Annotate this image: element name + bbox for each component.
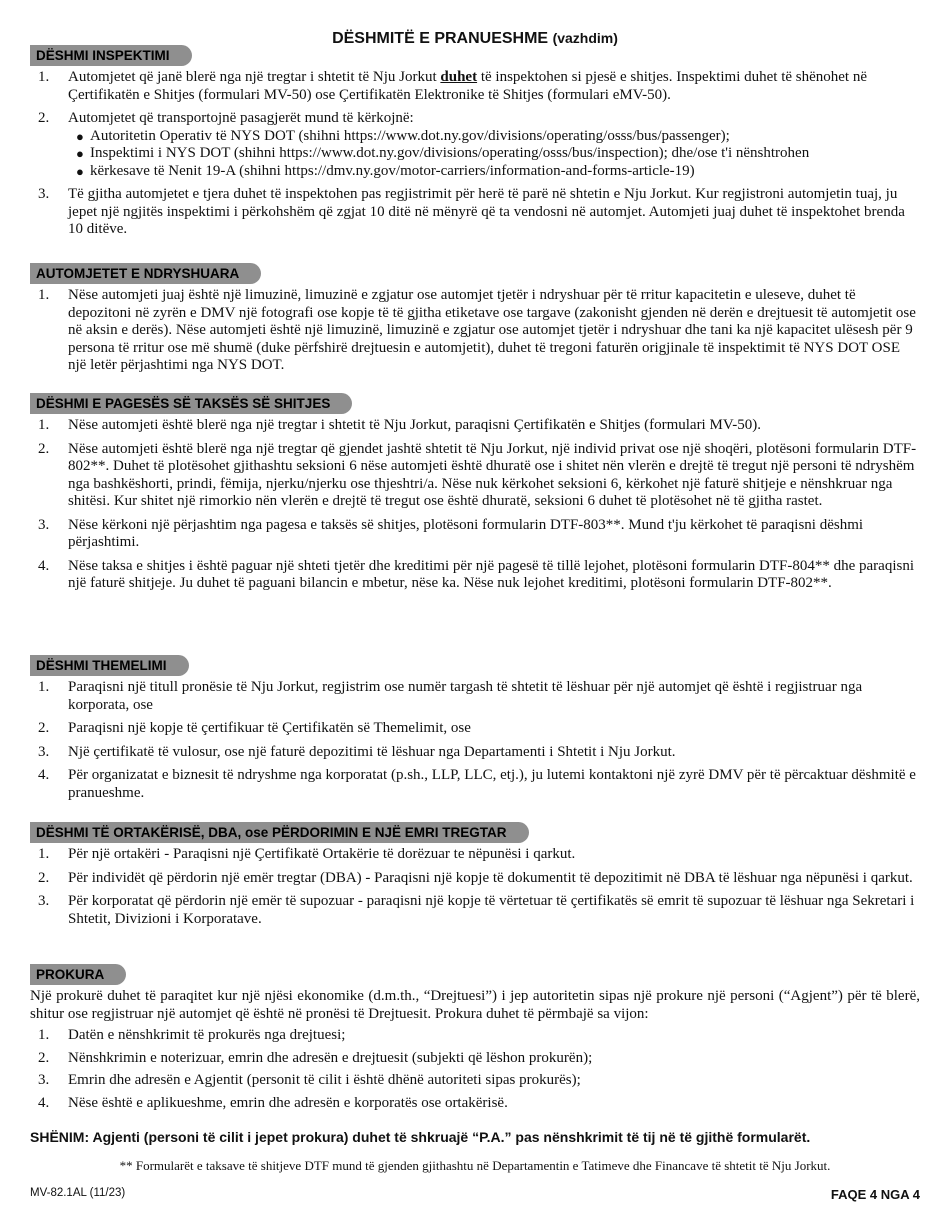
bullet-item[interactable]: ● kërkesave të Nenit 19-A (shihni https://dmv.ny.gov/motor-carriers/information-and-forms-article-19): [76, 162, 695, 179]
page-number: FAQE 4 NGA 4: [830, 1187, 920, 1202]
section-heading: DËSHMI TË ORTAKËRISË, DBA, ose PËRDORIMIN E NJË EMRI TREGTAR: [30, 822, 529, 843]
list-item: 2. Paraqisni një kopje të çertifikuar të Çertifikatën së Themelimit, ose: [38, 720, 471, 736]
sales-tax-list: [30, 417, 920, 593]
poa-list: [30, 1027, 920, 1112]
form-number: MV-82.1AL (11/23): [30, 1187, 126, 1199]
section-heading: DËSHMI THEMELIMI: [30, 655, 189, 676]
incorporation-list: [30, 679, 920, 802]
list-item: 3. Emrin dhe adresën e Agjentit (personit të cilit i është dhënë autoriteti sipas prokurës);: [38, 1072, 581, 1088]
bullet-item[interactable]: ● Inspektimi i NYS DOT (shihni https://www.dot.ny.gov/divisions/operating/osss/bus/inspection); dhe/ose t'i nënshtrohen: [76, 145, 810, 161]
section-sales-tax: [30, 393, 920, 599]
section-modified-vehicles: [30, 263, 920, 381]
section-heading: AUTOMJETET E NDRYSHUARA: [30, 263, 261, 284]
section-heading: DËSHMI E PAGESËS SË TAKSËS SË SHITJES: [30, 393, 352, 414]
section-heading: DËSHMI INSPEKTIMI: [30, 45, 192, 66]
list-item: 1. Nëse automjeti juaj është një limuzinë, limuzinë e zgjatur ose automjet tjetër i ndryshuar për të rritur kapacitetin e uleseve, duhet të depozitoni në zyrën e DMV një fotografi ose kopje të të gjitha etiketave ose targave (zakonisht gjenden në derën e drejtuesit të automjetit ose në aksin e derës). Nëse automjeti është një limuzinë, limuzinë e zgjatur ose automjet tjetër i ndryshuar dhe tani ka një kapacitet ulësesh për 9 persona të rritur ose më shumë (duke përfshirë drejtuesin e automjetit), duhet të tregoni faturën origjinale të inspektimit të NYS DOT OSE një letër përjashtimi nga NYS DOT.: [38, 287, 916, 373]
list-item: 1. Paraqisni një titull pronësie të Nju Jorkut, regjistrim ose numër targash të shtetit të lëshuar për një automjet që është i regjistruar nga korporata, ose: [38, 679, 863, 713]
list-item: 3. Për korporatat që përdorin një emër të supozuar - paraqisni një kopje të vërtetuar të çertifikatës së emrit të supozuar të lëshuar nga Sekretari i Shtetit, Divizioni i Korporatave.: [38, 893, 915, 927]
agent-note: SHËNIM: Agjenti (personi të cilit i jepet prokura) duhet të shkruajë “P.A.” pas nënshkrimit të tij në të gjithë formularët.: [30, 1129, 811, 1145]
bullet-icon: ●: [76, 146, 84, 161]
list-item: 3. Të gjitha automjetet e tjera duhet të inspektohen pas regjistrimit për herë të parë në shtetin e Nju Jorkut. Kur regjistroni automjetin tuaj, ju jepet një ngjitës inspektimi i përkohshëm që zgjat 10 ditë në mënyrë që ta vendosni në automjet. Automjeti juaj duhet të inspektohet brenda 10 ditëve.: [38, 186, 905, 237]
list-item: 3. Një çertifikatë të vulosur, ose një faturë depozitimi të lëshuar nga Departamenti i Shtetit i Nju Jorkut.: [38, 743, 676, 760]
list-item: 4. Për organizatat e biznesit të ndryshme nga korporatat (p.sh., LLP, LLC, etj.), ju lutemi kontaktoni një zyrë DMV për të përcaktuar dëshmitë e pranueshme.: [38, 767, 916, 801]
section-power-of-attorney: [30, 964, 920, 1117]
footnote: ** Formularët e taksave të shitjeve DTF mund të gjenden gjithashtu në Departamentin e Tatimeve dhe Financave të shtetit të Nju Jorkut.: [119, 1158, 831, 1173]
partnership-list: [30, 846, 920, 928]
list-item: 1. Për një ortakëri - Paraqisni një Çertifikatë Ortakërie të dorëzuar te nëpunësi i qarkut.: [38, 846, 576, 862]
list-item: 1. Automjetet që janë blerë nga një tregtar i shtetit të Nju Jorkut duhet të inspektohen si pjesë e shitjes. Inspektimi duhet të shënohet në Çertifikatën e Shitjes (formulari MV-50) ose Çertifikatën Elektronike të Shitjes (formulari eMV-50).: [38, 69, 867, 103]
list-item: 2. Nënshkrimin e noterizuar, emrin dhe adresën e drejtuesit (subjekti që lëshon prokurën);: [38, 1049, 593, 1066]
page-title-main: DËSHMITË E PRANUESHME: [332, 30, 549, 47]
list-item: 2. Nëse automjeti është blerë nga një tregtar që gjendet jashtë shtetit të Nju Jorkut, një individ privat ose një shoqëri, plotësoni formularin DTF-802**. Duhet të plotësohet gjithashtu seksioni 6 nëse automjeti është dhuratë ose i shitet nën vlerën e drejtë të tregut një personi të ndryshëm nga bashkëshorti, prindi, fëmija, njerku/njerku ose thjeshtri/a. Nëse nuk kërkohet seksioni 6, kërkohet një faturë shitjeje e nënshkruar nga shitësi. Kur shitet një rimorkio nën vlerën e drejtë të tregut ose është dhuratë, seksioni 6 duhet të plotësohet në të gjitha rastet.: [38, 440, 917, 509]
bullet-list: [68, 128, 920, 181]
bullet-item[interactable]: ● Autoritetin Operativ të NYS DOT (shihni https://www.dot.ny.gov/divisions/operating/osss/bus/passenger);: [76, 127, 730, 144]
list-item: 3. Nëse kërkoni një përjashtim nga pagesa e taksës së shitjes, plotësoni formularin DTF-803**. Mund t'ju kërkohet të paraqisni dëshmi përjashtimi.: [38, 516, 864, 550]
section-partnership: [30, 822, 920, 934]
bullet-icon: ●: [76, 163, 84, 179]
section-heading: PROKURA: [30, 964, 126, 985]
list-item: 2. Për individët që përdorin një emër tregtar (DBA) - Paraqisni një kopje të dokumentit të depozitimit në DBA të lëshuar nga nëpunësi i qarkut.: [38, 869, 913, 886]
emphasis-must: duhet: [440, 69, 478, 85]
list-item: 1. Datën e nënshkrimit të prokurës nga drejtuesi;: [38, 1027, 346, 1043]
poa-intro: Një prokurë duhet të paraqitet kur një njësi ekonomike (d.m.th., “Drejtuesi”) i jep autoritetin sipas një prokure një personi (“Agjent”) për të blerë, shitur ose regjistruar një automjet që është në pronësi të Drejtuesit. Prokura duhet të përmbajë sa vijon:: [30, 988, 920, 1022]
modified-list: [30, 287, 920, 375]
list-item: 4. Nëse taksa e shitjes i është paguar një shteti tjetër dhe kreditimi për një pagesë të tillë lejohet, plotësoni formularin DTF-804** dhe paraqisni një faturë shitjeje. Ju duhet të paguani bilancin e mbetur, nëse ka. Nëse nuk lejohet kreditimi, plotësoni formularin DTF-802**.: [38, 557, 915, 591]
section-inspection: [30, 45, 920, 245]
page-title-sub: (vazhdim): [552, 30, 618, 46]
section-incorporation: [30, 655, 920, 808]
list-item: 1. Nëse automjeti është blerë nga një tregtar i shtetit të Nju Jorkut, paraqisni Çertifikatën e Shitjes (formulari MV-50).: [38, 417, 762, 433]
list-item: 4. Nëse është e aplikueshme, emrin dhe adresën e korporatës ose ortakërisë.: [38, 1094, 508, 1111]
list-item: 2. Automjetet që transportojnë pasagjerët mund të kërkojnë: ● Autoritetin Operativ të NYS DOT (shihni https://www.dot.ny.gov/divisions/operating/osss/bus/passenger); ● Inspektimi i NYS DOT (shihni https://www.dot.ny.gov/divisions/operating/osss/bus/inspection); dhe/ose t'i nënshtrohen ● kërkesave të Nenit 19-A (shihni https://dmv.ny.gov/motor-carriers/information-and-forms-article-19): [30, 110, 920, 180]
inspection-list: [30, 69, 920, 239]
bullet-icon: ●: [76, 128, 84, 144]
